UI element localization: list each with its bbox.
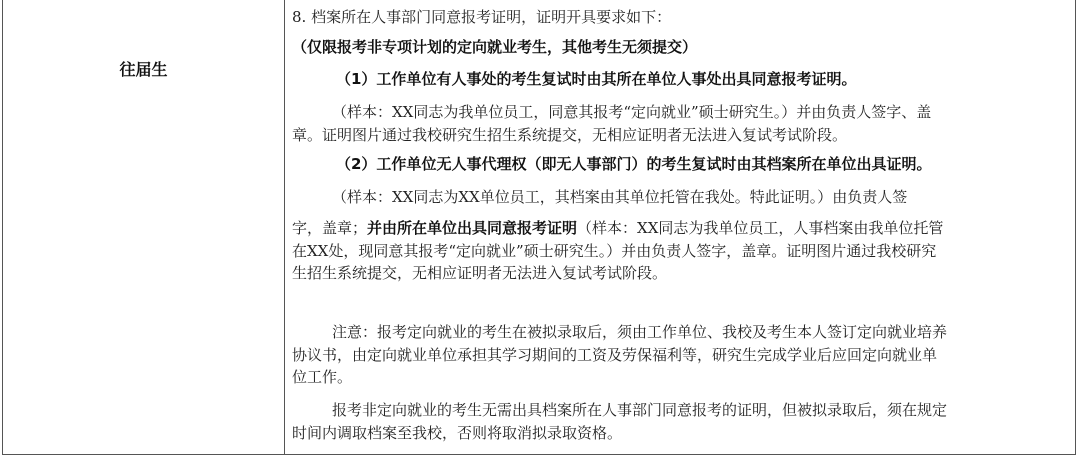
- case-2-sample-line-2: [292, 217, 1070, 239]
- case-2-heading: （2）工作单位无人事代理权（即无人事部门）的考生复试时由其档案所在单位出具证明。: [336, 155, 932, 173]
- case-1-sample-line-2: 章。证明图片通过我校研究生招生系统提交，无相应证明者无法进入复试考试阶段。: [292, 126, 848, 144]
- case-2-sample-line-3: 在XX处，现同意其报考“定向就业”硕士研究生。）并由负责人签字，盖章。证明图片通过我校研究: [292, 242, 937, 260]
- case-2-sample-line-1: （样本：XX同志为XX单位员工，其档案由其单位托管在我处。特此证明。）由负责人签: [332, 188, 908, 206]
- column-divider: [284, 0, 285, 454]
- item-8-heading: 8. 档案所在人事部门同意报考证明，证明开具要求如下：: [292, 8, 672, 26]
- non-directed-note-line-1: 报考非定向就业的考生无需出具档案所在人事部门同意报考的证明，但被拟录取后，须在规定: [332, 401, 948, 419]
- notice-line-2: 协议书，由定向就业单位承担其学习期间的工资及劳保福利等，研究生完成学业后应回定向就业单: [292, 346, 938, 364]
- case-2-text-pre: 字，盖章；: [292, 219, 368, 237]
- scope-note: （仅限报考非专项计划的定向就业考生，其他考生无须提交）: [292, 38, 698, 56]
- notice-line-3: 位工作。: [292, 368, 353, 386]
- case-2-text-post: （样本：XX同志为我单位员工，人事档案由我单位托管: [577, 219, 944, 237]
- notice-line-1: 注意：报考定向就业的考生在被拟录取后，须由工作单位、我校及考生本人签订定向就业培养: [332, 323, 948, 341]
- case-1-sample-line-1: （样本：XX同志为我单位员工，同意其报考“定向就业”硕士研究生。）并由负责人签字、盖: [332, 103, 932, 121]
- non-directed-note-line-2: 时间内调取档案至我校，否则将取消拟录取资格。: [292, 424, 623, 442]
- category-label: 往届生: [119, 59, 168, 79]
- category-cell: [3, 0, 284, 138]
- case-1-heading: （1）工作单位有人事处的考生复试时由其所在单位人事处出具同意报考证明。: [336, 70, 857, 88]
- case-2-text-bold: 并由所在单位出具同意报考证明: [367, 219, 578, 237]
- requirements-table: [2, 0, 1076, 455]
- case-2-sample-line-4: 生招生系统提交，无相应证明者无法进入复试考试阶段。: [292, 264, 668, 282]
